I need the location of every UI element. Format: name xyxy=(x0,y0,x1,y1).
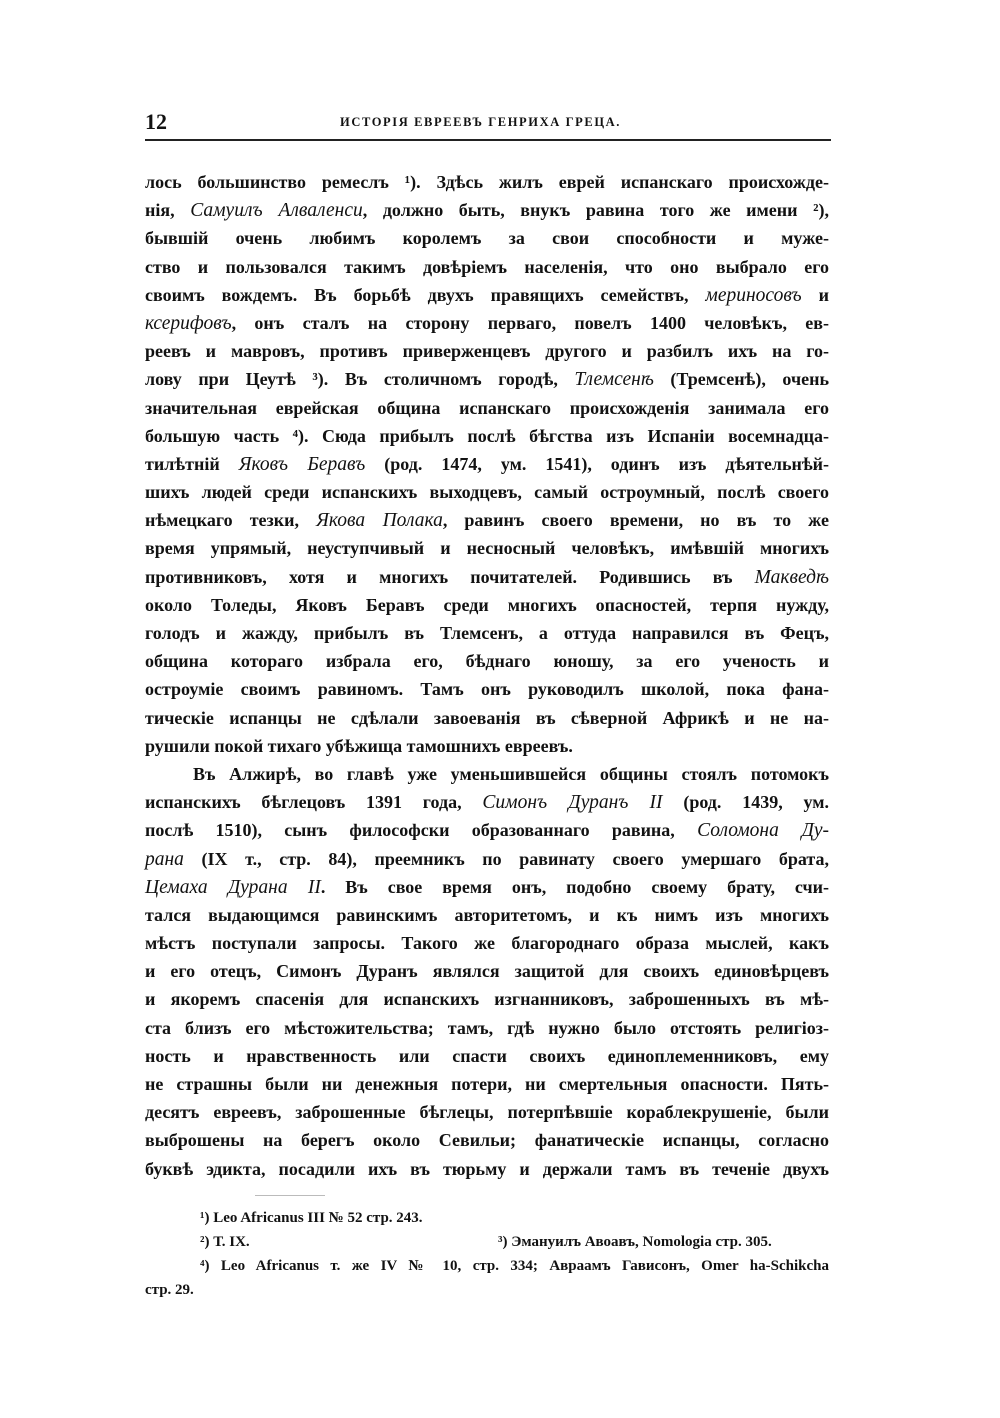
footnote-1 xyxy=(145,1206,829,1230)
footnote-4: ⁴) Leo Africanus т. же IV № 10, стр. 334; Авраамъ Гависонъ, Omer ha-Schikcha xyxy=(200,1258,829,1274)
footnote-2: ²) Т. IX. xyxy=(200,1234,250,1250)
text-line xyxy=(145,675,829,703)
italic-name: Тлемсенѣ xyxy=(574,369,654,391)
italic-name: Цемаха Дурана II xyxy=(145,876,321,898)
text-line xyxy=(145,929,829,957)
text-line xyxy=(145,1126,829,1154)
text-run: противниковъ, хотя и многихъ почитателей. Родившись въ xyxy=(145,566,755,587)
text-run: (род. 1474, ум. 1541), одинъ изъ дѣятельнѣй- xyxy=(365,453,830,474)
text-line xyxy=(145,1070,829,1098)
text-line xyxy=(145,478,829,506)
text-line xyxy=(145,168,829,196)
text-run: значительная еврейская община испанскаго происхожденія занимала его xyxy=(145,397,829,418)
text-line xyxy=(145,224,829,252)
italic-name: Макведѣ xyxy=(754,566,829,588)
text-run: мѣстъ поступали запросы. Такого же благороднаго образа мыслей, какъ xyxy=(145,933,829,954)
italic-name: Симонъ Дуранъ II xyxy=(482,792,663,814)
text-run: ста близъ его мѣстожительства; тамъ, гдѣ нужно было отстоять религіоз- xyxy=(145,1017,829,1038)
paragraph xyxy=(145,168,829,760)
text-run: лось большинство ремеслъ ¹). Здѣсь жилъ еврей испанскаго происхожде- xyxy=(145,172,829,192)
footnote-3: ³) Эмануилъ Авоавъ, Nomologia стр. 305. xyxy=(498,1234,772,1250)
text-run: ство и пользовался такимъ довѣріемъ населенія, что оно выбрало его xyxy=(145,256,829,277)
text-line xyxy=(145,760,829,788)
text-line xyxy=(145,704,829,732)
text-run: голодъ и жажду, прибылъ въ Тлемсенъ, а оттуда направился въ Фецъ, xyxy=(145,623,829,643)
text-line xyxy=(145,506,829,534)
text-line xyxy=(145,619,829,647)
text-run: около Толеды, Яковъ Беравъ среди многихъ опасностей, терпя нужду, xyxy=(145,594,829,615)
text-line xyxy=(145,957,829,985)
text-run: и xyxy=(801,284,829,305)
text-line xyxy=(145,394,829,422)
footnote-separator xyxy=(255,1195,325,1196)
page-number: 12 xyxy=(145,109,167,134)
text-run: выброшены на берегъ около Севильи; фанатическіе испанцы, согласно xyxy=(145,1130,829,1151)
text-line xyxy=(145,196,829,224)
text-run: своимъ вождемъ. Въ борьбѣ двухъ правящихъ семействъ, xyxy=(145,284,706,305)
text-line xyxy=(145,845,829,873)
text-run: буквѣ эдикта, посадили ихъ въ тюрьму и держали тамъ въ теченіе двухъ xyxy=(145,1158,829,1179)
italic-name: Яковъ Беравъ xyxy=(238,453,366,475)
text-line xyxy=(145,732,829,760)
italic-name: Самуилъ Алваленси xyxy=(190,200,363,222)
text-line xyxy=(145,816,829,844)
text-run: шихъ людей среди испанскихъ выходцевъ, самый остроумный, послѣ своего xyxy=(145,482,829,503)
text-line xyxy=(145,985,829,1013)
text-line xyxy=(145,450,829,478)
text-run: большую часть ⁴). Сюда прибылъ послѣ бѣгства изъ Испаніи восемнадца- xyxy=(145,425,829,446)
text-run: лову при Цеутѣ ³). Въ столичномъ городѣ, xyxy=(145,369,575,390)
text-run: и его отецъ, Симонъ Дуранъ являлся защитой для своихъ единовѣрцевъ xyxy=(145,961,829,982)
text-line xyxy=(145,591,829,619)
text-line xyxy=(145,1155,829,1183)
italic-name: мериносовъ xyxy=(705,284,802,306)
text-run: , онъ сталъ на сторону перваго, повелъ 1400 человѣкъ, ев- xyxy=(231,312,829,333)
italic-name: Соломона Ду- xyxy=(697,820,830,842)
text-run: тическіе испанцы не сдѣлали завоеванія въ сѣверной Африкѣ и не на- xyxy=(145,707,829,728)
italic-name: рана xyxy=(145,848,184,870)
text-line xyxy=(145,873,829,901)
text-run: тилѣтній xyxy=(145,453,239,474)
footnote-4-continuation: стр. 29. xyxy=(145,1282,194,1298)
footnote-text: ¹) Leo Africanus III № 52 стр. 243. xyxy=(200,1210,423,1226)
text-run: ность и нравственность или спасти своихъ единоплеменниковъ, ему xyxy=(145,1045,829,1066)
text-run: , равинъ своего времени, но въ то же xyxy=(442,510,829,531)
text-line xyxy=(145,788,829,816)
text-line xyxy=(145,309,829,337)
text-run: не страшны были ни денежныя потери, ни смертельныя опасности. Пять- xyxy=(145,1074,829,1094)
text-line xyxy=(145,1014,829,1042)
text-run: нія, xyxy=(145,200,191,221)
text-run: бывшій очень любимъ королемъ за свои способности и муже- xyxy=(145,228,829,249)
running-title: ИСТОРІЯ ЕВРЕЕВЪ ГЕНРИХА ГРЕЦА. xyxy=(340,115,621,129)
text-line xyxy=(145,253,829,281)
text-run: рушили покой тихаго убѣжища тамошнихъ евреевъ. xyxy=(145,735,573,756)
text-run: десятъ евреевъ, заброшенные бѣглецы, потерпѣвшіе кораблекрушеніе, были xyxy=(145,1102,829,1123)
text-run: время упрямый, неуступчивый и несносный человѣкъ, имѣвшій многихъ xyxy=(145,538,829,559)
text-run: община котораго избрала его, бѣднаго юношу, за его ученость и xyxy=(145,651,829,672)
paragraph xyxy=(145,760,829,1183)
header-rule xyxy=(145,139,831,141)
text-line xyxy=(145,901,829,929)
italic-name: Якова Полака xyxy=(316,510,443,532)
text-run: (IX т., стр. 84), преемникъ по равинату своего умершаго брата, xyxy=(183,848,829,869)
text-run: реевъ и мавровъ, противъ приверженцевъ другого и разбилъ ихъ на го- xyxy=(145,341,829,362)
text-run: . Въ свое время онъ, подобно своему брату, счи- xyxy=(320,876,829,897)
text-run: (Тремсенѣ), очень xyxy=(653,369,829,390)
text-line xyxy=(145,422,829,450)
text-run: нѣмецкаго тезки, xyxy=(145,510,317,531)
text-run: Въ Алжирѣ, во главѣ уже уменьшившейся общины стоялъ потомокъ xyxy=(193,763,829,784)
text-line xyxy=(145,365,829,393)
text-run: (род. 1439, ум. xyxy=(662,792,829,813)
footnotes xyxy=(145,1206,829,1302)
text-run: и якоремъ спасенія для испанскихъ изгнанниковъ, заброшенныхъ въ мѣ- xyxy=(145,989,829,1010)
text-run: остроуміе своимъ равиномъ. Тамъ онъ руководилъ школой, пока фана- xyxy=(145,679,829,700)
italic-name: ксерифовъ xyxy=(145,312,232,334)
text-line xyxy=(145,534,829,562)
footnote-row xyxy=(145,1230,829,1254)
text-line xyxy=(145,1042,829,1070)
text-run: , должно быть, внукъ равина того же имени ²), xyxy=(362,200,829,221)
text-line xyxy=(145,337,829,365)
text-run: послѣ 1510), сынъ философски образованнаго равина, xyxy=(145,820,698,841)
text-line xyxy=(145,281,829,309)
text-line xyxy=(145,647,829,675)
text-line xyxy=(145,563,829,591)
text-line xyxy=(145,1098,829,1126)
body-text xyxy=(145,168,829,1183)
text-run: тался выдающимся равинскимъ авторитетомъ, и къ нимъ изъ многихъ xyxy=(145,904,829,925)
running-header xyxy=(145,108,830,136)
text-run: испанскихъ бѣглецовъ 1391 года, xyxy=(145,792,483,813)
